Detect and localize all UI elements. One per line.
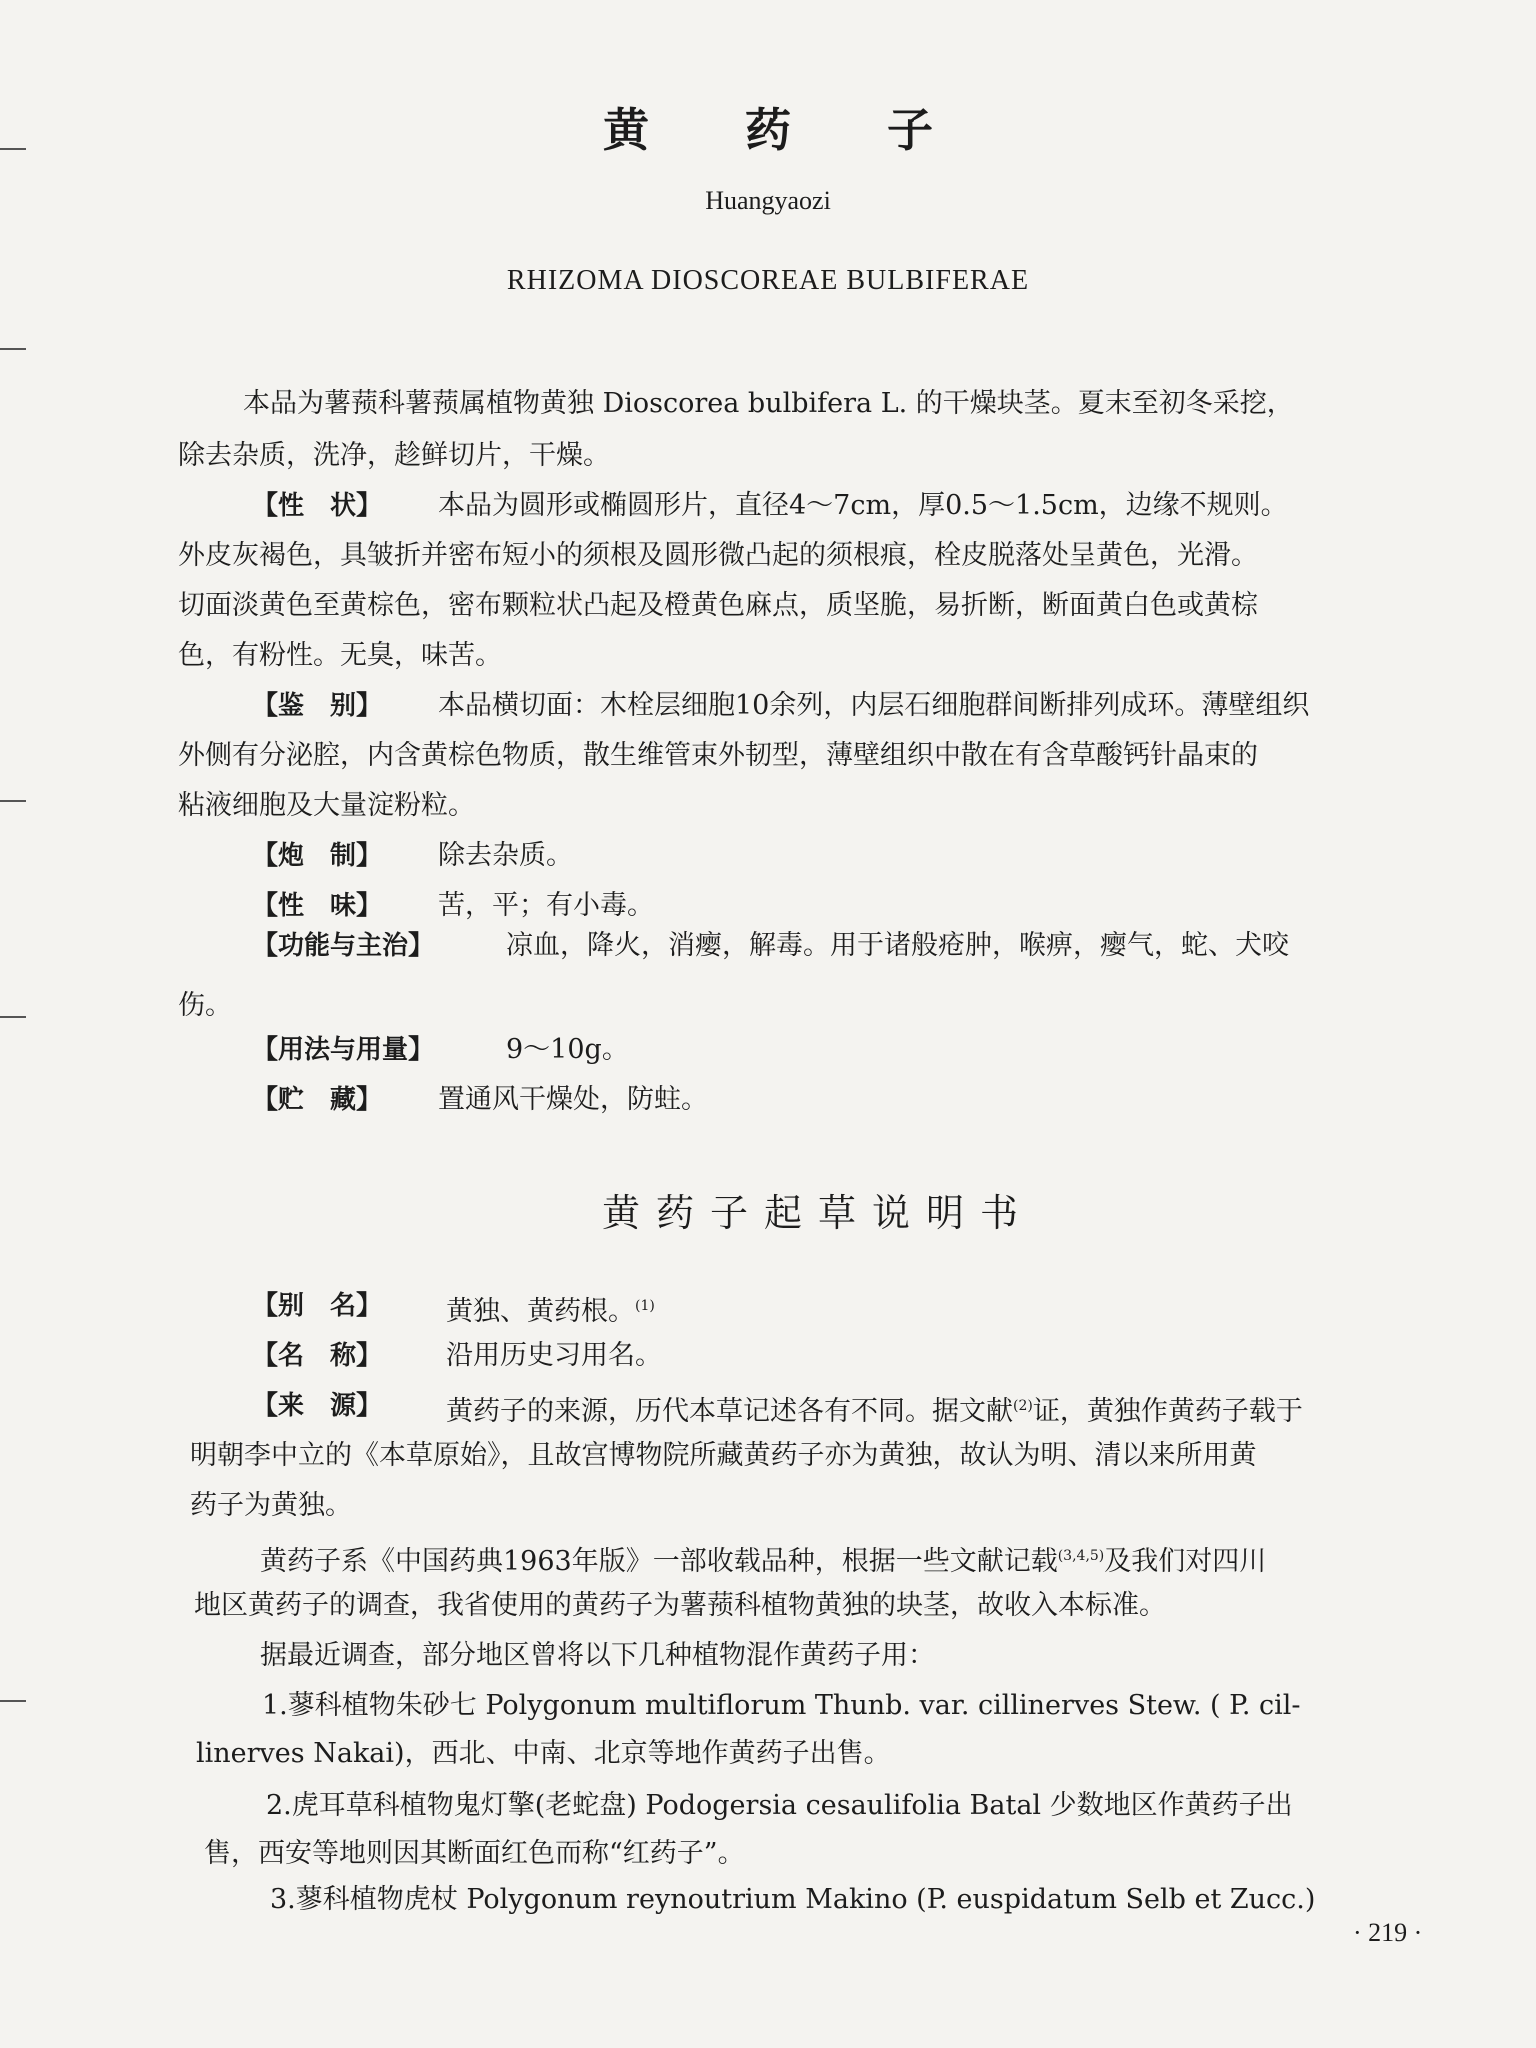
pinyin-name: Huangyaozi	[705, 186, 831, 215]
source-line: 本品为薯蓣科薯蓣属植物黄独 Dioscorea bulbifera L. 的干燥块茎。夏末至初冬采挖，	[243, 388, 1294, 419]
section-text: 凉血，降火，消瘿，解毒。用于诸般疮肿，喉痹，瘿气，蛇、犬咬	[506, 930, 1289, 961]
section-xingzhuang	[252, 486, 1288, 526]
section-label: 【别 名】	[252, 1291, 383, 1321]
section-text-main: 证，黄独作黄药子载于	[1032, 1396, 1303, 1427]
list-item: 2.虎耳草科植物鬼灯擎(老蛇盘) Podogersia cesaulifolia Batal 少数地区作黄药子出	[266, 1790, 1293, 1821]
section-label: 【性 状】	[252, 491, 383, 521]
page-title: 黄 药 子	[602, 103, 974, 157]
section-label: 【炮 制】	[252, 841, 383, 871]
section-text: 色，有粉性。无臭，味苦。	[178, 640, 502, 671]
section-label: 【来 源】	[252, 1391, 383, 1421]
section-text	[446, 1386, 1303, 1432]
list-item: linerves Nakai)，西北、中南、北京等地作黄药子出售。	[196, 1738, 891, 1769]
section-text: 药子为黄独。	[190, 1490, 352, 1521]
scan-edge-mark	[0, 1016, 26, 1018]
paragraph-line: 地区黄药子的调查，我省使用的黄药子为薯蓣科植物黄独的块茎，故收入本标准。	[194, 1590, 1166, 1621]
section-text: 粘液细胞及大量淀粉粒。	[178, 790, 475, 821]
section-label: 【性 味】	[252, 891, 383, 921]
citation-ref: (3,4,5)	[1057, 1548, 1105, 1564]
section-text: 外侧有分泌腔，内含黄棕色物质，散生维管束外韧型，薄壁组织中散在有含草酸钙针晶束的	[178, 740, 1258, 771]
section-text	[446, 1286, 655, 1332]
notes-title: 黄药子起草说明书	[601, 1191, 1034, 1235]
section-text: 除去杂质。	[438, 840, 573, 871]
section-text-main: 黄独、黄药根。	[446, 1296, 635, 1327]
citation-ref: (1)	[635, 1298, 655, 1314]
scan-edge-mark	[0, 348, 26, 350]
section-zhucang	[252, 1080, 708, 1120]
page-number: · 219 ·	[1353, 1918, 1423, 1947]
section-text: 伤。	[178, 990, 232, 1021]
section-text-main: 及我们对四川	[1104, 1546, 1267, 1577]
section-text: 苦，平；有小毒。	[438, 890, 654, 921]
section-label: 【功能与主治】	[252, 931, 435, 961]
section-laiyuan	[252, 1386, 1303, 1427]
section-text: 本品为圆形或椭圆形片，直径4～7cm，厚0.5～1.5cm，边缘不规则。	[438, 490, 1288, 521]
section-label: 【贮 藏】	[252, 1085, 383, 1115]
section-text-main: 黄药子系《中国药典1963年版》一部收载品种，根据一些文献记载	[260, 1546, 1058, 1577]
section-text: 沿用历史习用名。	[446, 1340, 662, 1371]
section-text: 9～10g。	[506, 1034, 629, 1065]
section-yongfa	[252, 1030, 629, 1070]
latin-name: RHIZOMA DIOSCOREAE BULBIFERAE	[506, 265, 1030, 296]
section-label: 【用法与用量】	[252, 1035, 435, 1065]
list-item: 售，西安等地则因其断面红色而称“红药子”。	[204, 1838, 745, 1869]
section-text: 明朝李中立的《本草原始》，且故宫博物院所藏黄药子亦为黄独，故认为明、清以来所用黄	[190, 1440, 1257, 1471]
paragraph-line: 据最近调查，部分地区曾将以下几种植物混作黄药子用：	[260, 1640, 935, 1671]
list-item: 3.蓼科植物虎杖 Polygonum reynoutrium Makino (P. euspidatum Selb et Zucc.)	[270, 1884, 1316, 1915]
section-text: 切面淡黄色至黄棕色，密布颗粒状凸起及橙黄色麻点，质坚脆，易折断，断面黄白色或黄棕	[178, 590, 1258, 621]
section-jianbie	[252, 686, 1310, 726]
section-paozhi	[252, 836, 573, 876]
section-text: 外皮灰褐色，具皱折并密布短小的须根及圆形微凸起的须根痕，栓皮脱落处呈黄色，光滑。	[178, 540, 1258, 571]
scan-edge-mark	[0, 1700, 26, 1702]
section-gongneng	[252, 926, 1289, 966]
section-mingcheng	[252, 1336, 662, 1376]
section-text: 置通风干燥处，防蛀。	[438, 1084, 708, 1115]
source-line: 除去杂质，洗净，趁鲜切片，干燥。	[178, 440, 610, 471]
section-bieming	[252, 1286, 655, 1327]
section-label: 【名 称】	[252, 1341, 383, 1371]
section-text: 本品横切面：木栓层细胞10余列，内层石细胞群间断排列成环。薄壁组织	[438, 690, 1310, 721]
section-label: 【鉴 别】	[252, 691, 383, 721]
paragraph-line	[260, 1536, 1266, 1582]
section-text-main: 黄药子的来源，历代本草记述各有不同。据文献	[446, 1396, 1013, 1427]
list-item: 1.蓼科植物朱砂七 Polygonum multiflorum Thunb. var. cillinerves Stew. ( P. cil-	[262, 1690, 1301, 1721]
citation-ref: (2)	[1013, 1398, 1033, 1414]
scan-edge-mark	[0, 800, 26, 802]
section-xingwei	[252, 886, 654, 926]
